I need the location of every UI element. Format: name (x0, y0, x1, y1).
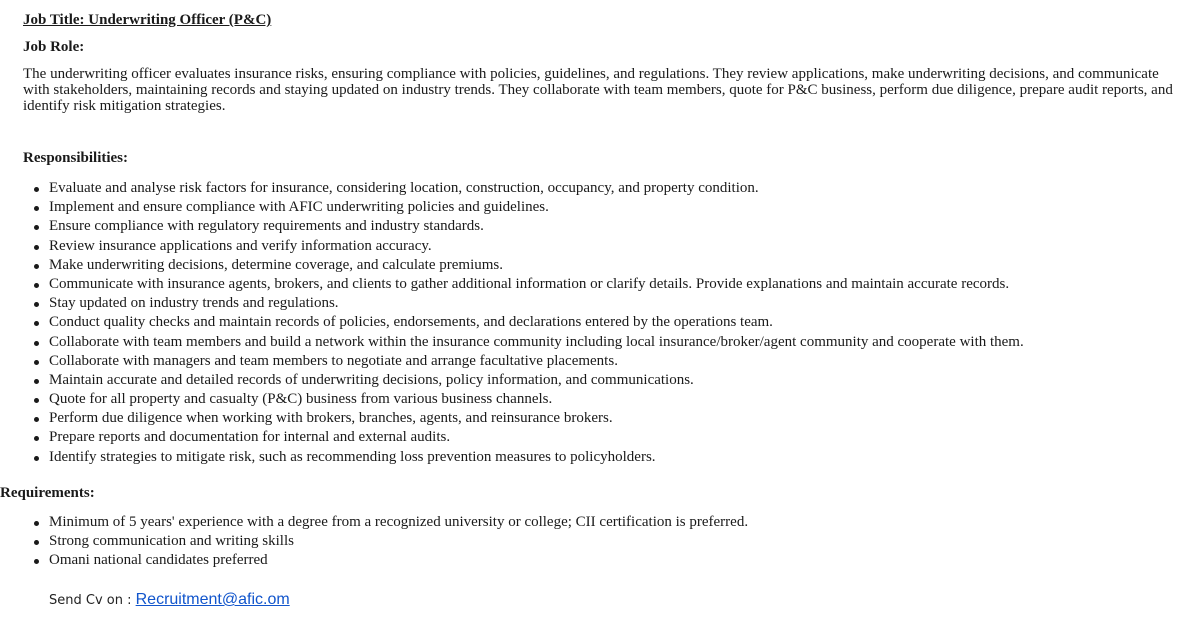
list-item: Communicate with insurance agents, brokers, and clients to gather additional information or clarify details. Provide explanations and maintain accurate records. (49, 275, 1024, 294)
list-item: Review insurance applications and verify information accuracy. (49, 237, 1024, 256)
responsibilities-list (49, 179, 1024, 467)
list-item: Collaborate with team members and build a network within the insurance community including local insurance/broker/agent community and cooperate with them. (49, 333, 1024, 352)
list-item: Minimum of 5 years' experience with a degree from a recognized university or college; CII certification is preferred. (49, 513, 748, 532)
requirements-list (49, 513, 748, 571)
list-item: Implement and ensure compliance with AFIC underwriting policies and guidelines. (49, 198, 1024, 217)
list-item: Ensure compliance with regulatory requirements and industry standards. (49, 217, 1024, 236)
responsibilities-heading: Responsibilities: (23, 150, 129, 166)
list-item: Omani national candidates preferred (49, 551, 748, 570)
requirements-heading: Requirements: (0, 485, 95, 501)
list-item: Strong communication and writing skills (49, 532, 748, 551)
recruitment-email-link[interactable]: Recruitment@afic.om (135, 591, 290, 608)
job-role-description: The underwriting officer evaluates insurance risks, ensuring compliance with policies, guidelines, and regulations. They review applications, make underwriting decisions, and communicate with stakeholders, maintaining records and staying updated on industry trends. They collaborate with team members, quote for P&C business, perform due diligence, prepare audit reports, and identify risk mitigation strategies. (23, 66, 1173, 114)
contact-label: Send Cv on : (49, 593, 136, 608)
job-role-heading: Job Role: (23, 39, 85, 55)
list-item: Prepare reports and documentation for internal and external audits. (49, 428, 1024, 447)
list-item: Make underwriting decisions, determine coverage, and calculate premiums. (49, 256, 1024, 275)
list-item: Quote for all property and casualty (P&C) business from various business channels. (49, 390, 1024, 409)
job-title: Job Title: Underwriting Officer (P&C) (23, 12, 272, 28)
list-item: Collaborate with managers and team members to negotiate and arrange facultative placements. (49, 352, 1024, 371)
list-item: Perform due diligence when working with brokers, branches, agents, and reinsurance brokers. (49, 409, 1024, 428)
list-item: Maintain accurate and detailed records of underwriting decisions, policy information, and communications. (49, 371, 1024, 390)
list-item: Identify strategies to mitigate risk, such as recommending loss prevention measures to policyholders. (49, 448, 1024, 467)
list-item: Evaluate and analyse risk factors for insurance, considering location, construction, occupancy, and property condition. (49, 179, 1024, 198)
list-item: Stay updated on industry trends and regulations. (49, 294, 1024, 313)
list-item: Conduct quality checks and maintain records of policies, endorsements, and declarations entered by the operations team. (49, 313, 1024, 332)
contact-line (49, 591, 290, 609)
